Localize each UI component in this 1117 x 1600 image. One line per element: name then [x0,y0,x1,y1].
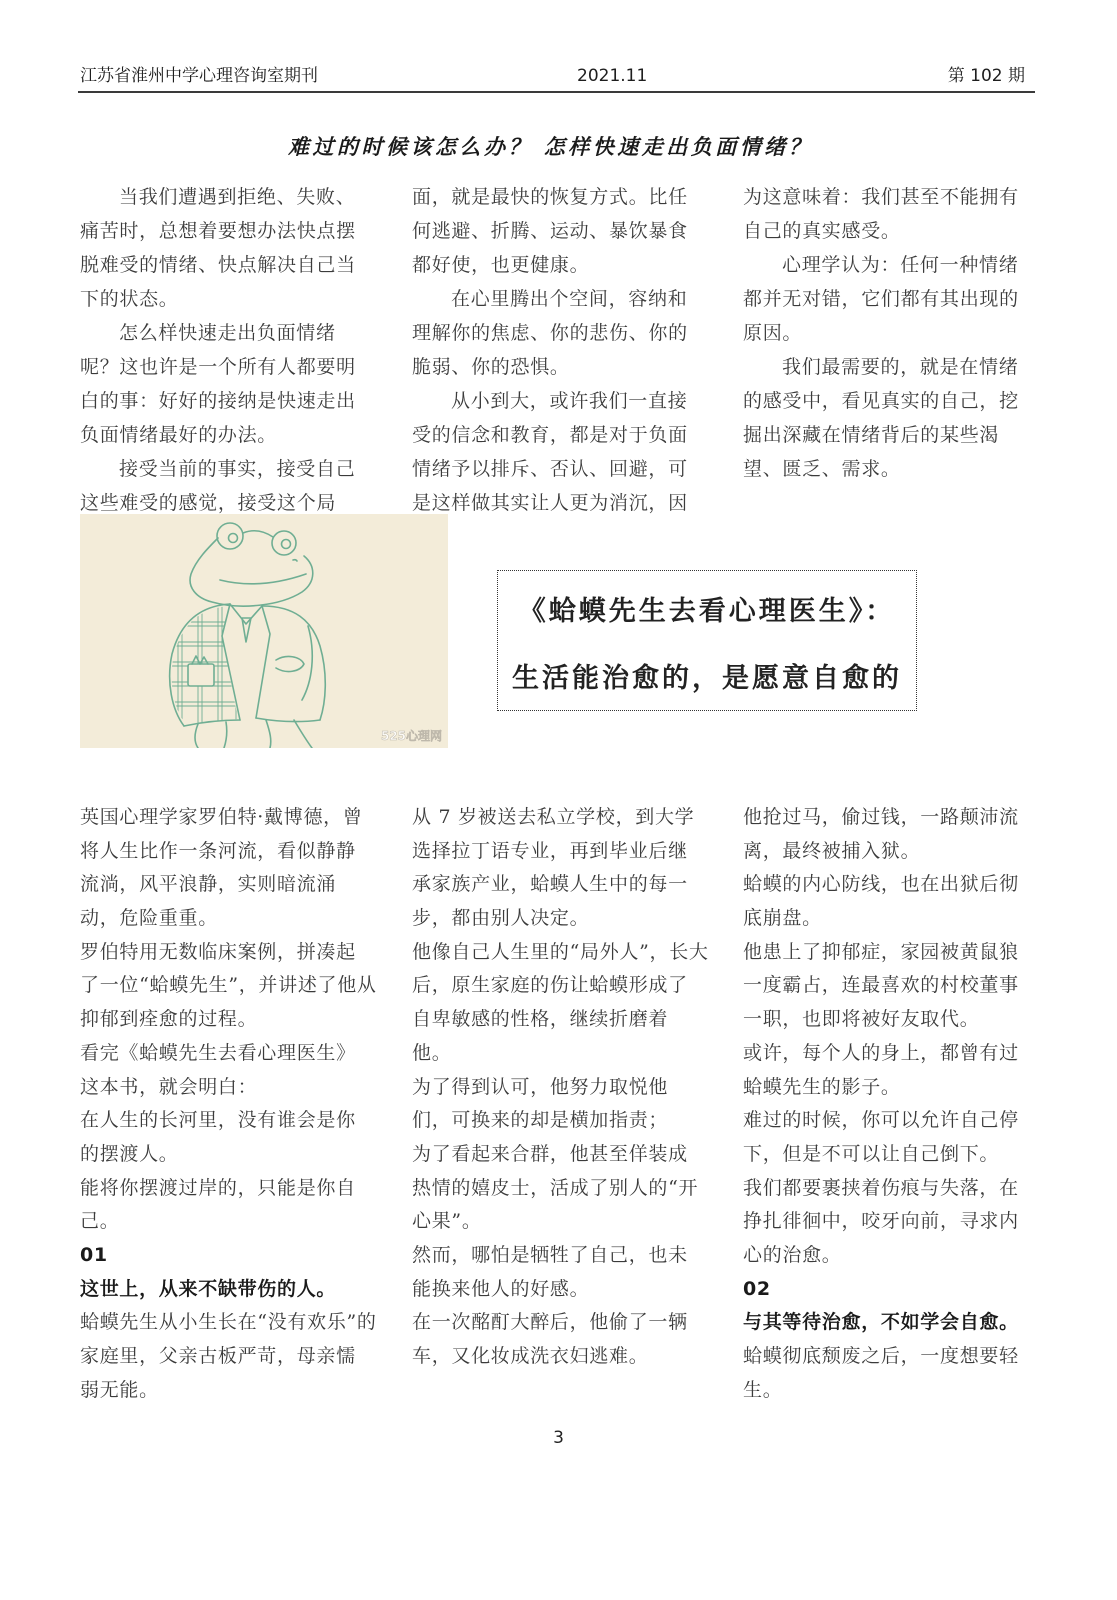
paragraph [412,801,712,936]
paragraph [743,801,1043,868]
text-line: 蛤蟆彻底颓废之后，一度想要轻 [743,1345,1019,1367]
text-line: 能将你摆渡过岸的，只能是你自 [80,1176,356,1199]
image-watermark: 525心理网 [380,729,442,743]
text-line: 心理学认为：任何一种情绪 [782,254,1019,276]
text-line: 一度霸占，连最喜欢的村校董事 [743,974,1019,997]
text-line: 都好使，也更健康。 [412,254,590,276]
text-column-3 [743,180,1043,486]
text-line: 他抢过马，偷过钱，一路颠沛流 [743,806,1019,828]
text-line: 的摆渡人。 [80,1142,179,1165]
text-line: 一职，也即将被好友取代。 [743,1008,980,1031]
text-line: 他患上了抑郁症，家园被黄鼠狼 [743,940,1019,963]
text-line: 从小到大，或许我们一直接 [451,390,688,412]
text-line: 看完《蛤蟆先生去看心理医生》 [80,1041,356,1064]
text-line: 我们都要裹挟着伤痕与失落，在 [743,1176,1019,1199]
text-line: 为了得到认可，他努力取悦他 [412,1075,669,1098]
text-line: 或许，每个人的身上，都曾有过 [743,1041,1019,1064]
text-line: 从 7 岁被送去私立学校，到大学 [412,806,695,828]
paragraph [412,936,712,1071]
paragraph [80,936,380,1037]
paragraph [412,1239,712,1306]
quote-tagline: 生活能治愈的，是愿意自愈的 [512,663,902,694]
text-line: 他。 [412,1041,452,1064]
text-line: 在心里腾出个空间，容纳和 [451,288,688,310]
paragraph [743,868,1043,935]
text-line: 在人生的长河里，没有谁会是你 [80,1109,356,1132]
text-line: 车，又化妆成洗衣妇逃难。 [412,1345,649,1367]
text-line: 承家族产业，蛤蟆人生中的每一 [412,873,688,896]
text-line: 下，但是不可以让自己倒下。 [743,1142,1000,1165]
text-line: 受的信念和教育，都是对于负面 [412,424,688,446]
text-line: 英国心理学家罗伯特·戴博德，曾 [80,806,363,828]
quote-book-title: 《蛤蟆先生去看心理医生》： [518,596,896,627]
text-line: 己。 [80,1210,120,1233]
text-column-2 [412,180,712,520]
issue-date: 2021.11 [577,66,648,86]
quote-box [497,570,917,711]
paragraph [743,180,1043,248]
issue-number: 第 102 期 [947,66,1025,86]
paragraph [412,1071,712,1138]
paragraph [412,180,712,282]
paragraph [743,1340,1043,1407]
text-line: 何逃避、折腾、运动、暴饮暴食 [412,220,688,242]
text-line: 能换来他人的好感。 [412,1277,590,1300]
text-line: 心果”。 [412,1210,482,1233]
article-title: 难过的时候该怎么办？ 怎样快速走出负面情绪？ [288,134,814,159]
text-line: 呢？这也许是一个所有人都要明 [80,356,356,378]
paragraph [80,180,380,316]
section-heading: 这世上，从来不缺带伤的人。 [80,1277,337,1300]
paragraph [743,1037,1043,1104]
text-line: 自己的真实感受。 [743,220,901,242]
text-line: 家庭里，父亲古板严苛，母亲懦 [80,1345,356,1367]
text-line: 后，原生家庭的伤让蛤蟆形成了 [412,974,688,997]
text-line: 他像自己人生里的“局外人”，长大 [412,940,709,963]
text-line: 情绪予以排斥、否认、回避，可 [412,458,688,480]
text-line: 蛤蟆先生从小生长在“没有欢乐”的 [80,1311,377,1334]
frog-legs [195,720,312,748]
paragraph [743,1172,1043,1273]
page-number: 3 [553,1428,564,1448]
text-line: 的感受中，看见真实的自己，挖 [743,390,1019,412]
text-line: 弱无能。 [80,1378,159,1401]
text-line: 原因。 [743,322,803,344]
text-line: 步，都由别人决定。 [412,907,590,930]
text-line: 了一位“蛤蟆先生”，并讲述了他从 [80,974,377,997]
text-line: 蛤蟆的内心防线，也在出狱后彻 [743,873,1019,896]
story-section [0,801,1117,1411]
text-line: 下的状态。 [80,288,179,310]
text-line: 白的事：好好的接纳是快速走出 [80,390,356,412]
paragraph [80,1172,380,1239]
text-line: 将人生比作一条河流，看似静静 [80,839,356,862]
paragraph [80,1104,380,1171]
text-line: 是这样做其实让人更为消沉，因 [412,492,688,514]
section-number: 02 [743,1277,771,1300]
text-line: 接受当前的事实，接受自己 [119,458,356,480]
text-line: 然而，哪怕是牺牲了自己，也未 [412,1243,688,1266]
paragraph [80,1306,380,1407]
text-line: 都并无对错，它们都有其出现的 [743,288,1019,310]
text-line: 难过的时候，你可以允许自己停 [743,1109,1019,1132]
paragraph [412,1306,712,1373]
intro-section [0,180,1117,520]
paragraph [80,1037,380,1104]
text-line: 面，就是最快的恢复方式。比任 [412,186,688,208]
journal-name: 江苏省淮州中学心理咨询室期刊 [80,66,318,86]
header-divider [78,91,1035,93]
frog-eyes [217,523,296,555]
text-line: 底崩盘。 [743,907,822,930]
text-line: 热情的嬉皮士，活成了别人的“开 [412,1176,699,1199]
paragraph [412,1138,712,1239]
frog-illustration [80,514,448,748]
text-line: 负面情绪最好的办法。 [80,424,278,446]
text-line: 脱难受的情绪、快点解决自己当 [80,254,356,276]
section-number: 01 [80,1243,108,1266]
figure [80,514,448,748]
text-line: 当我们遭遇到拒绝、失败、 [119,186,356,208]
text-line: 这些难受的感觉，接受这个局 [80,492,337,514]
text-line: 在一次酩酊大醉后，他偷了一辆 [412,1311,688,1334]
frog-head [190,531,313,606]
text-line: 理解你的焦虑、你的悲伤、你的 [412,322,688,344]
text-line: 动，危险重重。 [80,907,218,930]
text-column-2 [412,801,712,1374]
paragraph [80,452,380,520]
text-column-3 [743,801,1043,1407]
text-line: 望、匮乏、需求。 [743,458,901,480]
text-column-1 [80,180,380,520]
text-line: 离，最终被捕入狱。 [743,839,921,862]
paragraph [412,384,712,520]
paragraph [80,801,380,936]
paragraph [743,1104,1043,1171]
text-line: 自卑敏感的性格，继续折磨着 [412,1008,669,1031]
paragraph [743,936,1043,1037]
text-line: 抑郁到痊愈的过程。 [80,1008,258,1031]
text-line: 罗伯特用无数临床案例，拼凑起 [80,940,356,963]
paragraph [743,350,1043,486]
section-heading: 与其等待治愈，不如学会自愈。 [743,1311,1019,1334]
text-line: 这本书，就会明白： [80,1075,258,1098]
text-line: 选择拉丁语专业，再到毕业后继 [412,839,688,862]
text-line: 心的治愈。 [743,1243,842,1266]
paragraph [412,282,712,384]
text-line: 蛤蟆先生的影子。 [743,1075,901,1098]
text-line: 为这意味着：我们甚至不能拥有 [743,186,1019,208]
text-line: 怎么样快速走出负面情绪 [119,322,336,344]
text-line: 挣扎徘徊中，咬牙向前，寻求内 [743,1210,1019,1233]
text-line: 流淌，风平浪静，实则暗流涌 [80,873,337,896]
text-line: 痛苦时，总想着要想办法快点摆 [80,220,356,242]
text-line: 生。 [743,1378,783,1401]
text-line: 脆弱、你的恐惧。 [412,356,570,378]
text-line: 我们最需要的，就是在情绪 [782,356,1019,378]
paragraph [80,316,380,452]
text-line: 们，可换来的却是横加指责； [412,1109,669,1132]
paragraph [743,248,1043,350]
text-line: 掘出深藏在情绪背后的某些渴 [743,424,1000,446]
text-column-1 [80,801,380,1407]
text-line: 为了看起来合群，他甚至佯装成 [412,1142,688,1165]
